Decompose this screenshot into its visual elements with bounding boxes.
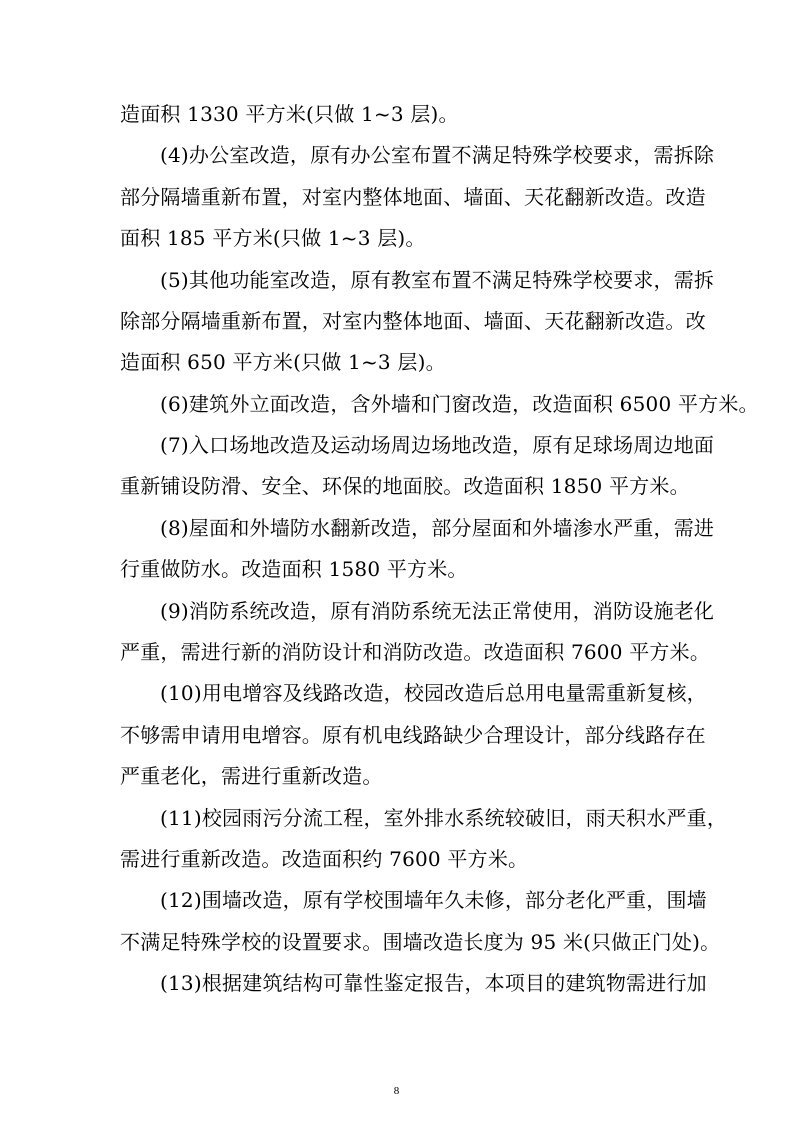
text-line: 需进行重新改造。改造面积约 7600 平方米。 [120, 847, 529, 871]
text-line: 面积 185 平方米(只做 1~3 层)。 [120, 226, 426, 250]
text-line: (6)建筑外立面改造，含外墙和门窗改造，改造面积 6500 平方米。 [160, 392, 759, 416]
text-line: (4)办公室改造，原有办公室布置不满足特殊学校要求，需拆除 [160, 143, 715, 167]
text-line: (10)用电增容及线路改造，校园改造后总用电量需重新复核， [160, 681, 707, 705]
text-line: 严重老化，需进行重新改造。 [120, 764, 383, 788]
text-line: 行重做防水。改造面积 1580 平方米。 [120, 557, 468, 581]
text-line: 严重，需进行新的消防设计和消防改造。改造面积 7600 平方米。 [120, 640, 711, 664]
text-line: (5)其他功能室改造，原有教室布置不满足特殊学校要求，需拆 [160, 268, 715, 292]
text-line: (9)消防系统改造，原有消防系统无法正常使用，消防设施老化 [160, 599, 715, 623]
text-line: (11)校园雨污分流工程，室外排水系统较破旧，雨天积水严重， [160, 806, 728, 830]
text-line: (12)围墙改造，原有学校围墙年久未修，部分老化严重，围墙 [160, 888, 707, 912]
text-line: 不够需申请用电增容。原有机电线路缺少合理设计，部分线路存在 [120, 723, 706, 747]
text-line: (7)入口场地改造及运动场周边场地改造，原有足球场周边地面 [160, 433, 715, 457]
text-line: (13)根据建筑结构可靠性鉴定报告，本项目的建筑物需进行加 [160, 971, 707, 995]
text-line: (8)屋面和外墙防水翻新改造，部分屋面和外墙渗水严重，需进 [160, 516, 715, 540]
text-line: 部分隔墙重新布置，对室内整体地面、墙面、天花翻新改造。改造 [120, 185, 706, 209]
text-line: 不满足特殊学校的设置要求。围墙改造长度为 95 米(只做正门处)。 [120, 930, 721, 954]
text-line: 造面积 650 平方米(只做 1~3 层)。 [120, 350, 446, 374]
text-line: 除部分隔墙重新布置，对室内整体地面、墙面、天花翻新改造。改 [120, 309, 706, 333]
text-line: 造面积 1330 平方米(只做 1~3 层)。 [120, 102, 459, 126]
text-line: 重新铺设防滑、安全、环保的地面胶。改造面积 1850 平方米。 [120, 474, 690, 498]
page-number: 8 [393, 1085, 400, 1097]
